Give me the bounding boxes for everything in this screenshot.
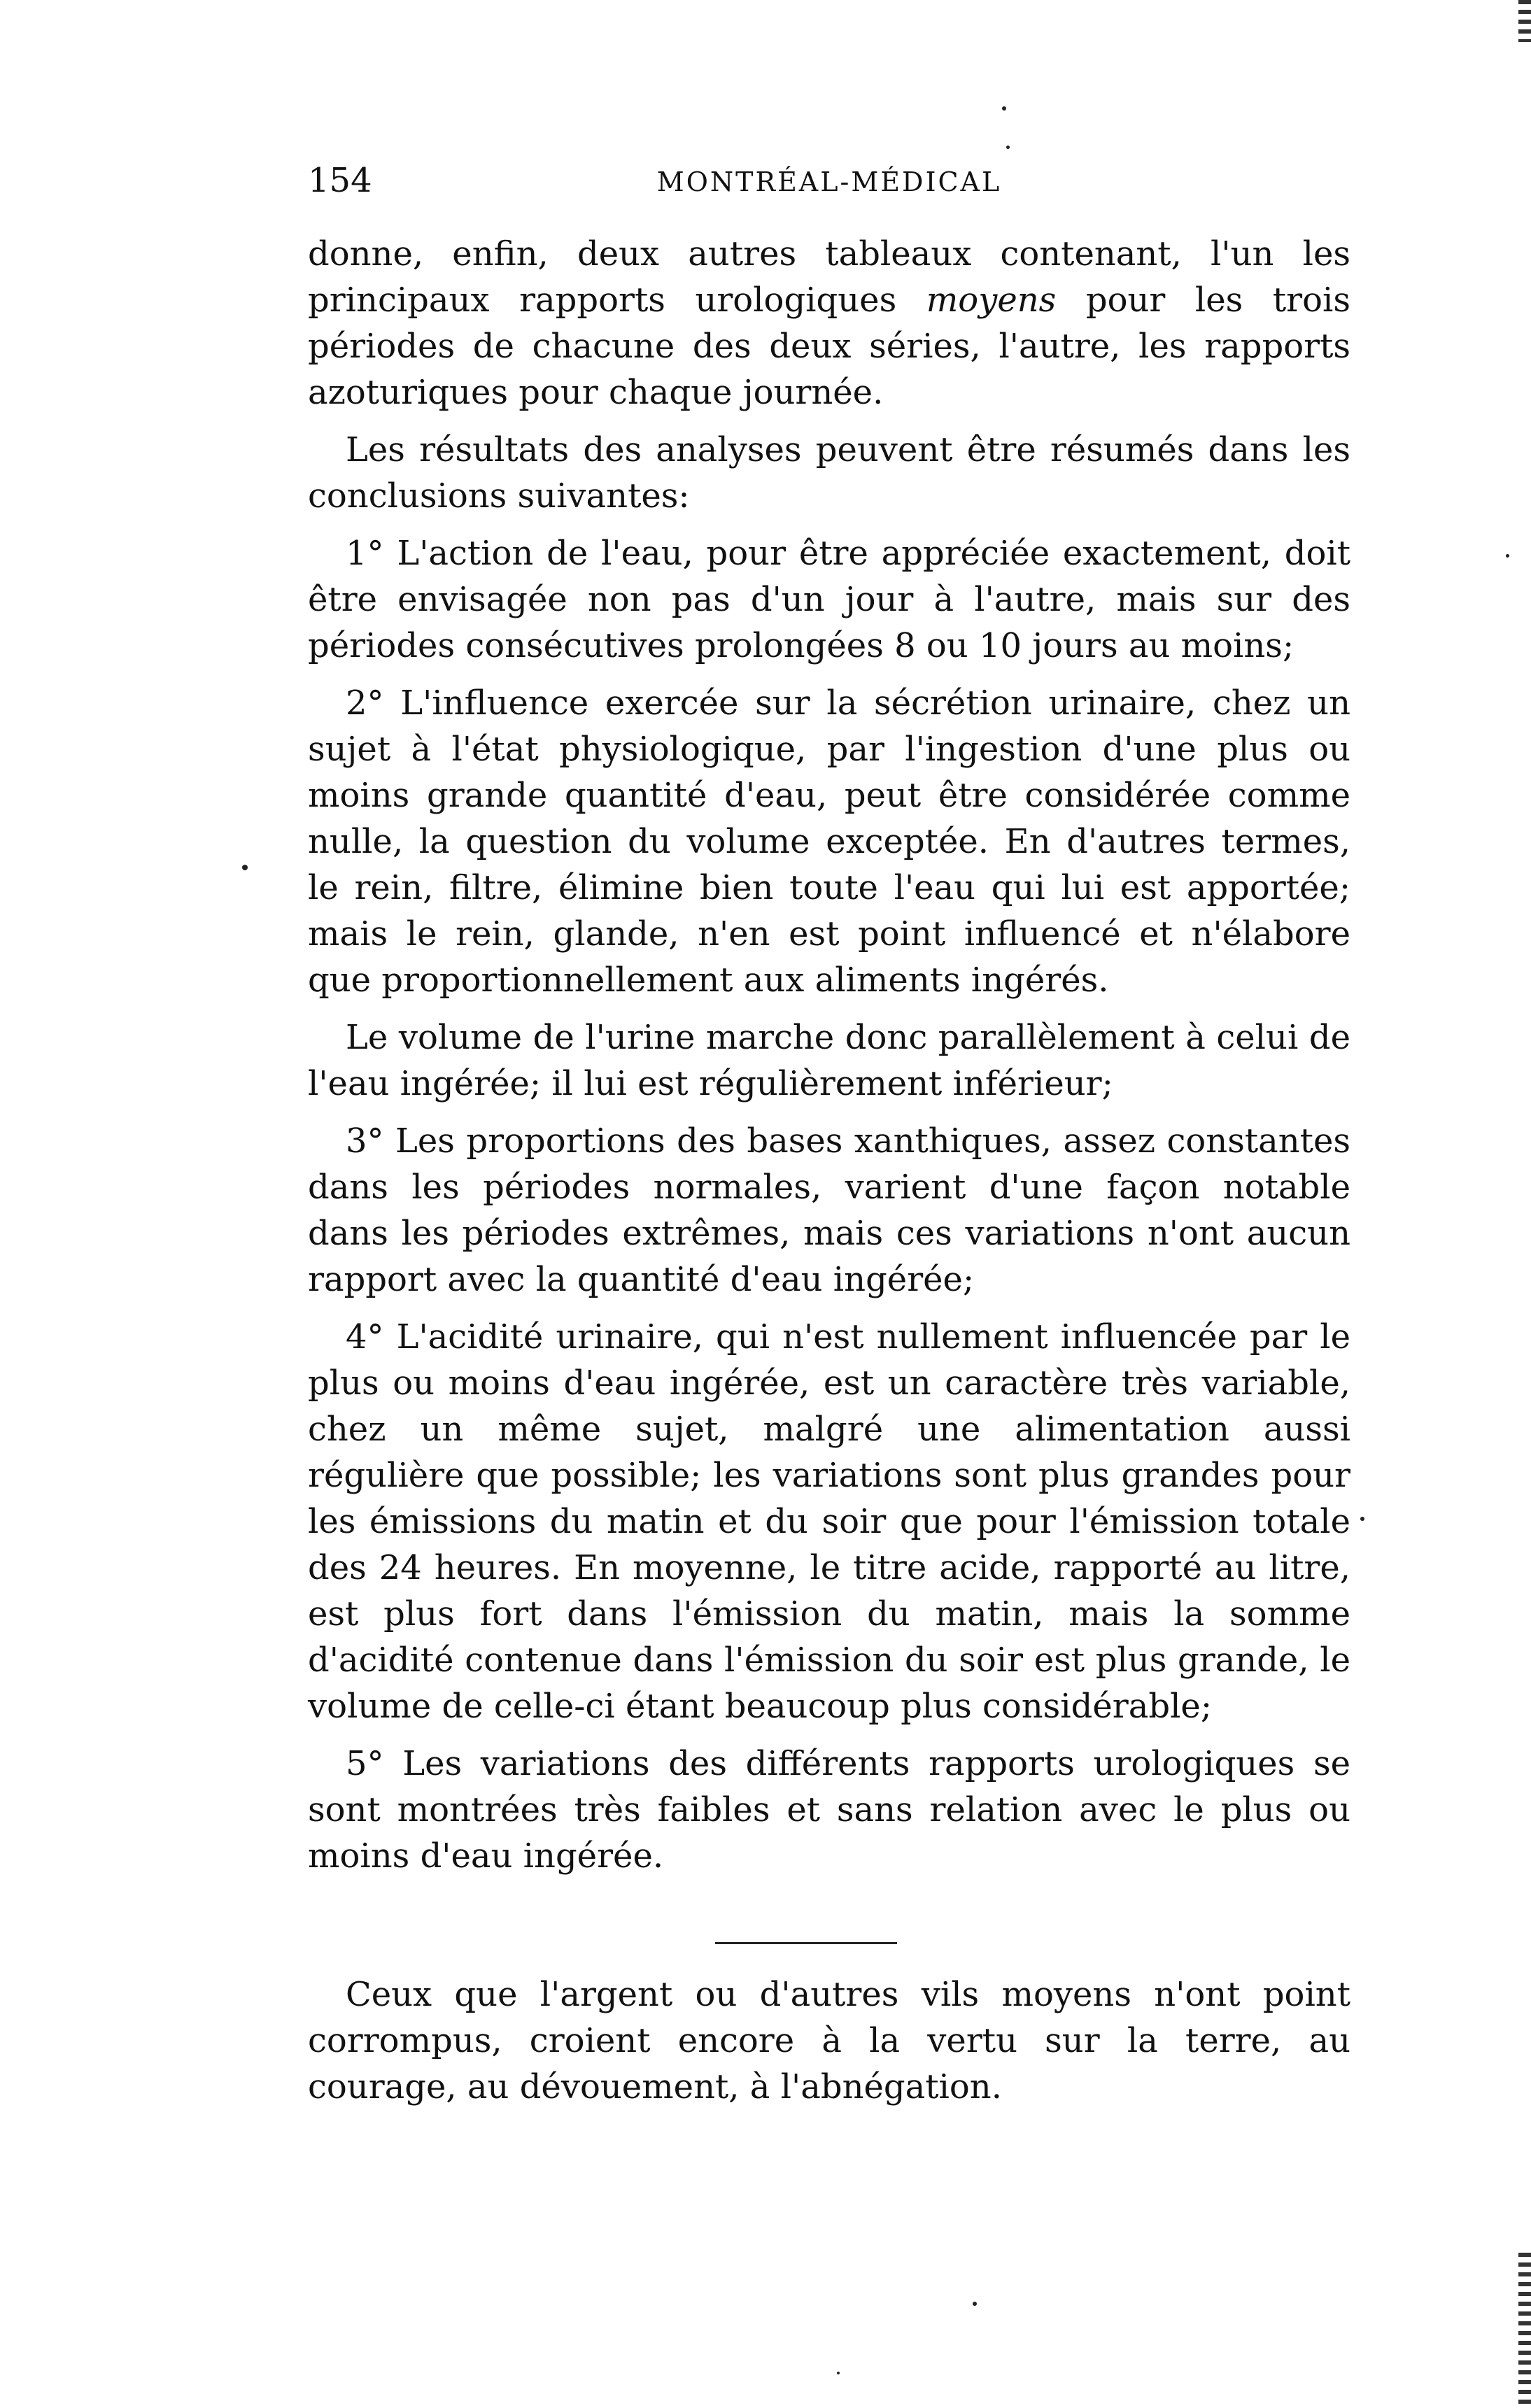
scan-edge-mark: [1518, 2253, 1531, 2408]
page-number: 154: [308, 161, 372, 200]
scan-speck: [242, 865, 248, 870]
paragraph-intro: Les résultats des analyses peuvent être résumés dans les conclusions suivantes:: [308, 430, 1350, 516]
paragraph-text: donne, enfin, deux autres tableaux contenant, l'un les principaux rapports urologiques: [308, 234, 1350, 320]
body-text: [308, 231, 1350, 1890]
scan-speck: [1506, 554, 1509, 558]
emphasized-word: moyens: [926, 281, 1057, 320]
paragraph-volume: Le volume de l'urine marche donc parallèlement à celui de l'eau ingérée; il lui est régulièrement inférieur;: [308, 1018, 1350, 1103]
scan-speck: [1002, 106, 1006, 111]
conclusion-2: 2° L'influence exercée sur la sécrétion urinaire, chez un sujet à l'état physiologique, par l'ingestion d'une plus ou moins grande quantité d'eau, peut être considérée comme nulle, la question du volume exceptée. En d'autres termes, le rein, filtre, élimine bien toute l'eau qui lui est apportée; mais le rein, glande, n'en est point influencé et n'élabore que proportionnellement aux aliments ingérés.: [308, 684, 1350, 1000]
paragraph-continuation: [308, 231, 1350, 416]
conclusion-3: 3° Les proportions des bases xanthiques, assez constantes dans les périodes normales, varient d'une façon notable dans les périodes extrêmes, mais ces variations n'ont aucun rapport avec la quantité d'eau ingérée;: [308, 1121, 1350, 1299]
scan-speck: [973, 2302, 977, 2306]
scan-speck: [837, 2372, 840, 2374]
page-header: [308, 160, 1350, 208]
running-head: MONTRÉAL-MÉDICAL: [656, 167, 1002, 197]
scan-speck: [1006, 146, 1010, 149]
paragraph-text: pour les trois périodes de chacune des deux séries, l'autre, les rapports azoturiques pour chaque journée.: [308, 281, 1350, 412]
scan-speck: [1360, 1517, 1364, 1521]
conclusion-1: 1° L'action de l'eau, pour être appréciée exactement, doit être envisagée non pas d'un jour à l'autre, mais sur des périodes consécutives prolongées 8 ou 10 jours au moins;: [308, 534, 1350, 665]
section-divider: [715, 1942, 897, 1944]
scan-edge-mark: [1518, 0, 1531, 42]
closing-quote: Ceux que l'argent ou d'autres vils moyens n'ont point corrompus, croient encore à la vertu sur la terre, au courage, au dévouement, à l'abnégation.: [308, 1975, 1350, 2106]
conclusion-5: 5° Les variations des différents rapports urologiques se sont montrées très faibles et sans relation avec le plus ou moins d'eau ingérée.: [308, 1744, 1350, 1876]
conclusion-4: 4° L'acidité urinaire, qui n'est nullement influencée par le plus ou moins d'eau ingérée, est un caractère très variable, chez un même sujet, malgré une alimentation aussi régulière que possible; les variations sont plus grandes pour les émissions du matin et du soir que pour l'émission totale des 24 heures. En moyenne, le titre acide, rapporté au litre, est plus fort dans l'émission du matin, mais la somme d'acidité contenue dans l'émission du soir est plus grande, le volume de celle-ci étant beaucoup plus considérable;: [308, 1317, 1350, 1726]
